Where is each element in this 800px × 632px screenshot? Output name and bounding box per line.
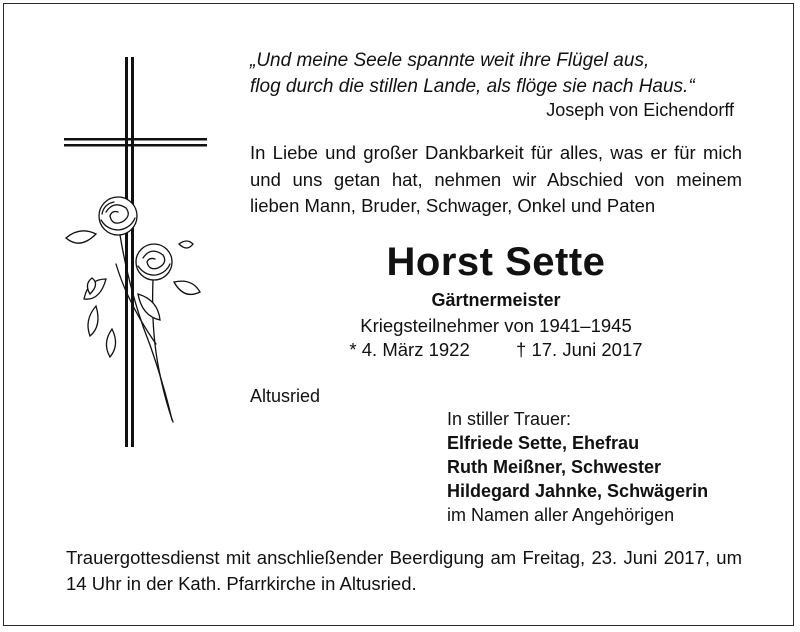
mourners-closing: im Namen aller Angehörigen xyxy=(447,505,675,525)
quote-line-2: flog durch die stillen Lande, als flöge sie nach Haus.“ xyxy=(250,76,695,97)
deceased-note: Kriegsteilnehmer von 1941–1945 xyxy=(360,315,632,336)
quote-line-1: „Und meine Seele spannte weit ihre Flügel aus, xyxy=(250,50,650,71)
birth-date: * 4. März 1922 xyxy=(349,339,470,360)
place-name: Altusried xyxy=(250,386,321,406)
quote-author: Joseph von Eichendorff xyxy=(546,100,734,120)
mourner-2: Ruth Meißner, Schwester xyxy=(447,457,662,477)
cross-icon xyxy=(64,57,207,447)
mourner-3: Hildegard Jahnke, Schwägerin xyxy=(447,481,709,501)
cross-with-roses-illustration xyxy=(56,44,226,454)
deceased-profession: Gärtnermeister xyxy=(431,290,561,310)
intro-paragraph: In Liebe und großer Dankbarkeit für alles, was er für mich und uns getan hat, nehmen wir Abschied von meinem lieben Mann, Bruder, Schwager, Onkel und Paten xyxy=(250,142,742,216)
obituary-notice xyxy=(3,3,794,626)
mourner-1: Elfriede Sette, Ehefrau xyxy=(447,433,640,453)
deceased-name: Horst Sette xyxy=(386,240,606,284)
mourners-heading: In stiller Trauer: xyxy=(447,409,572,429)
death-date: † 17. Juni 2017 xyxy=(516,339,643,360)
life-dates xyxy=(250,339,742,361)
service-announcement: Trauergottesdienst mit anschließender Beerdigung am Freitag, 23. Juni 2017, um 14 Uhr in der Kath. Pfarrkirche in Altusried. xyxy=(66,547,742,594)
